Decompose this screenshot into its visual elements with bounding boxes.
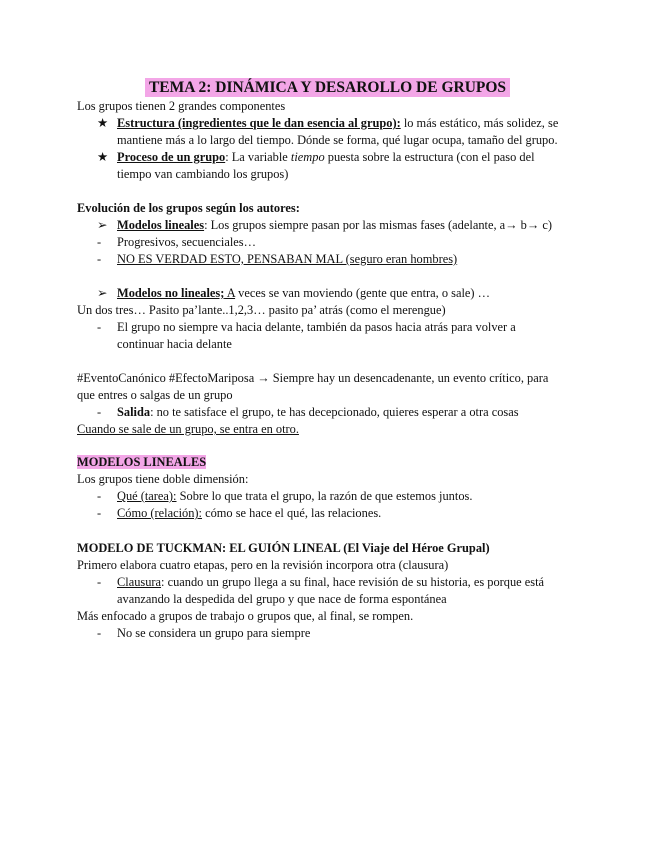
undos-text: Un dos tres… Pasito pa’lante..1,2,3… pasito pa’ atrás (como el merengue) [77,303,446,317]
tuckman-line-2: Más enfocado a grupos de trabajo o grupos que, al final, se rompen. [77,609,414,623]
como-text: cómo se hace el qué, las relaciones. [202,506,382,520]
clausura-text-cont: avanzando la despedida del grupo y que nace de forma espontánea [117,592,447,606]
proceso-text-b: puesta sobre la estructura (con el paso del [324,150,535,164]
star-icon: ★ [97,116,109,130]
dash-icon: - [97,235,102,249]
estructura-label: Estructura (ingredientes que le dan esencia al grupo): [117,116,401,130]
tuckman-heading: MODELO DE TUCKMAN: EL GUIÓN LINEAL (El Viaje del Héroe Grupal) [77,541,490,555]
no-lineales-label: Modelos no lineales; [117,286,225,300]
que-bullet [97,488,472,505]
dash-icon: - [97,320,102,334]
no-lineales-a: A [224,286,236,300]
proceso-bullet [97,149,535,166]
tuckman-line-1: Primero elabora cuatro etapas, pero en la revisión incorpora otra (clausura) [77,558,449,572]
no-lineales-item-1 [97,319,516,336]
arrow-icon: ➢ [97,286,108,300]
estructura-text: lo más estático, más solidez, se [400,116,559,130]
dash-icon: - [97,489,102,503]
como-bullet [97,505,381,522]
dash-icon: - [97,506,102,520]
que-label: Qué (tarea): [117,489,177,503]
tuckman-item-1 [97,625,310,642]
estructura-bullet [97,115,558,132]
lineales-item-2 [97,251,457,268]
lineales-item-2-text: NO ES VERDAD ESTO, PENSABAN MAL (seguro eran hombres) [117,252,458,266]
dash-icon: - [97,252,102,266]
title-wrap [0,78,655,97]
lineales-item-1 [97,234,256,251]
lineales-bullet [97,217,552,234]
modelos-intro: Los grupos tiene doble dimensión: [77,472,249,486]
evento-closing: Cuando se sale de un grupo, se entra en otro. [77,422,299,436]
no-lineales-text: veces se van moviendo (gente que entra, o sale) … [235,286,491,300]
tuckman-item-1-text: No se considera un grupo para siempre [117,626,311,640]
salida-text: : no te satisface el grupo, te has decepcionado, quieres esperar a otra cosas [150,405,519,419]
arrow-icon: ➢ [97,218,108,232]
dash-icon: - [97,575,102,589]
proceso-label: Proceso de un grupo [117,150,226,164]
proceso-italic: tiempo [290,150,325,164]
lineales-item-1-text: Progresivos, secuenciales… [117,235,257,249]
clausura-bullet [97,574,544,591]
star-icon: ★ [97,150,109,164]
clausura-label: Clausura [117,575,162,589]
no-lineales-item-1-text: El grupo no siempre va hacia delante, también da pasos hacia atrás para volver a [117,320,516,334]
evento-line-2: que entres o salgas de un grupo [77,388,233,402]
como-label: Cómo (relación): [117,506,202,520]
lineales-text: : Los grupos siempre pasan por las mismas fases (adelante, a→ b→ c) [204,218,552,232]
intro-text: Los grupos tienen 2 grandes componentes [77,99,286,113]
estructura-text-cont: mantiene más a lo largo del tiempo. Dónde se forma, qué lugar ocupa, tamaño del grupo. [117,133,558,147]
salida-bullet [97,404,519,421]
no-lineales-bullet [97,285,490,302]
modelos-heading [77,454,206,471]
no-lineales-item-1-cont: continuar hacia delante [117,337,232,351]
evolucion-heading: Evolución de los grupos según los autores: [77,201,300,215]
dash-icon: - [97,626,102,640]
modelos-heading-text: MODELOS LINEALES [77,455,207,469]
clausura-text: : cuando un grupo llega a su final, hace revisión de su historia, es porque está [161,575,545,589]
proceso-text-a: : La variable [225,150,291,164]
page-title: TEMA 2: DINÁMICA Y DESAROLLO DE GRUPOS [145,78,510,97]
evento-line-1: #EventoCanónico #EfectoMariposa → Siempre hay un desencadenante, un evento crítico, para [77,371,549,385]
lineales-label: Modelos lineales [117,218,205,232]
que-text: Sobre lo que trata el grupo, la razón de que estemos juntos. [176,489,473,503]
dash-icon: - [97,405,102,419]
proceso-text-cont: tiempo van cambiando los grupos) [117,167,289,181]
salida-label: Salida [117,405,151,419]
